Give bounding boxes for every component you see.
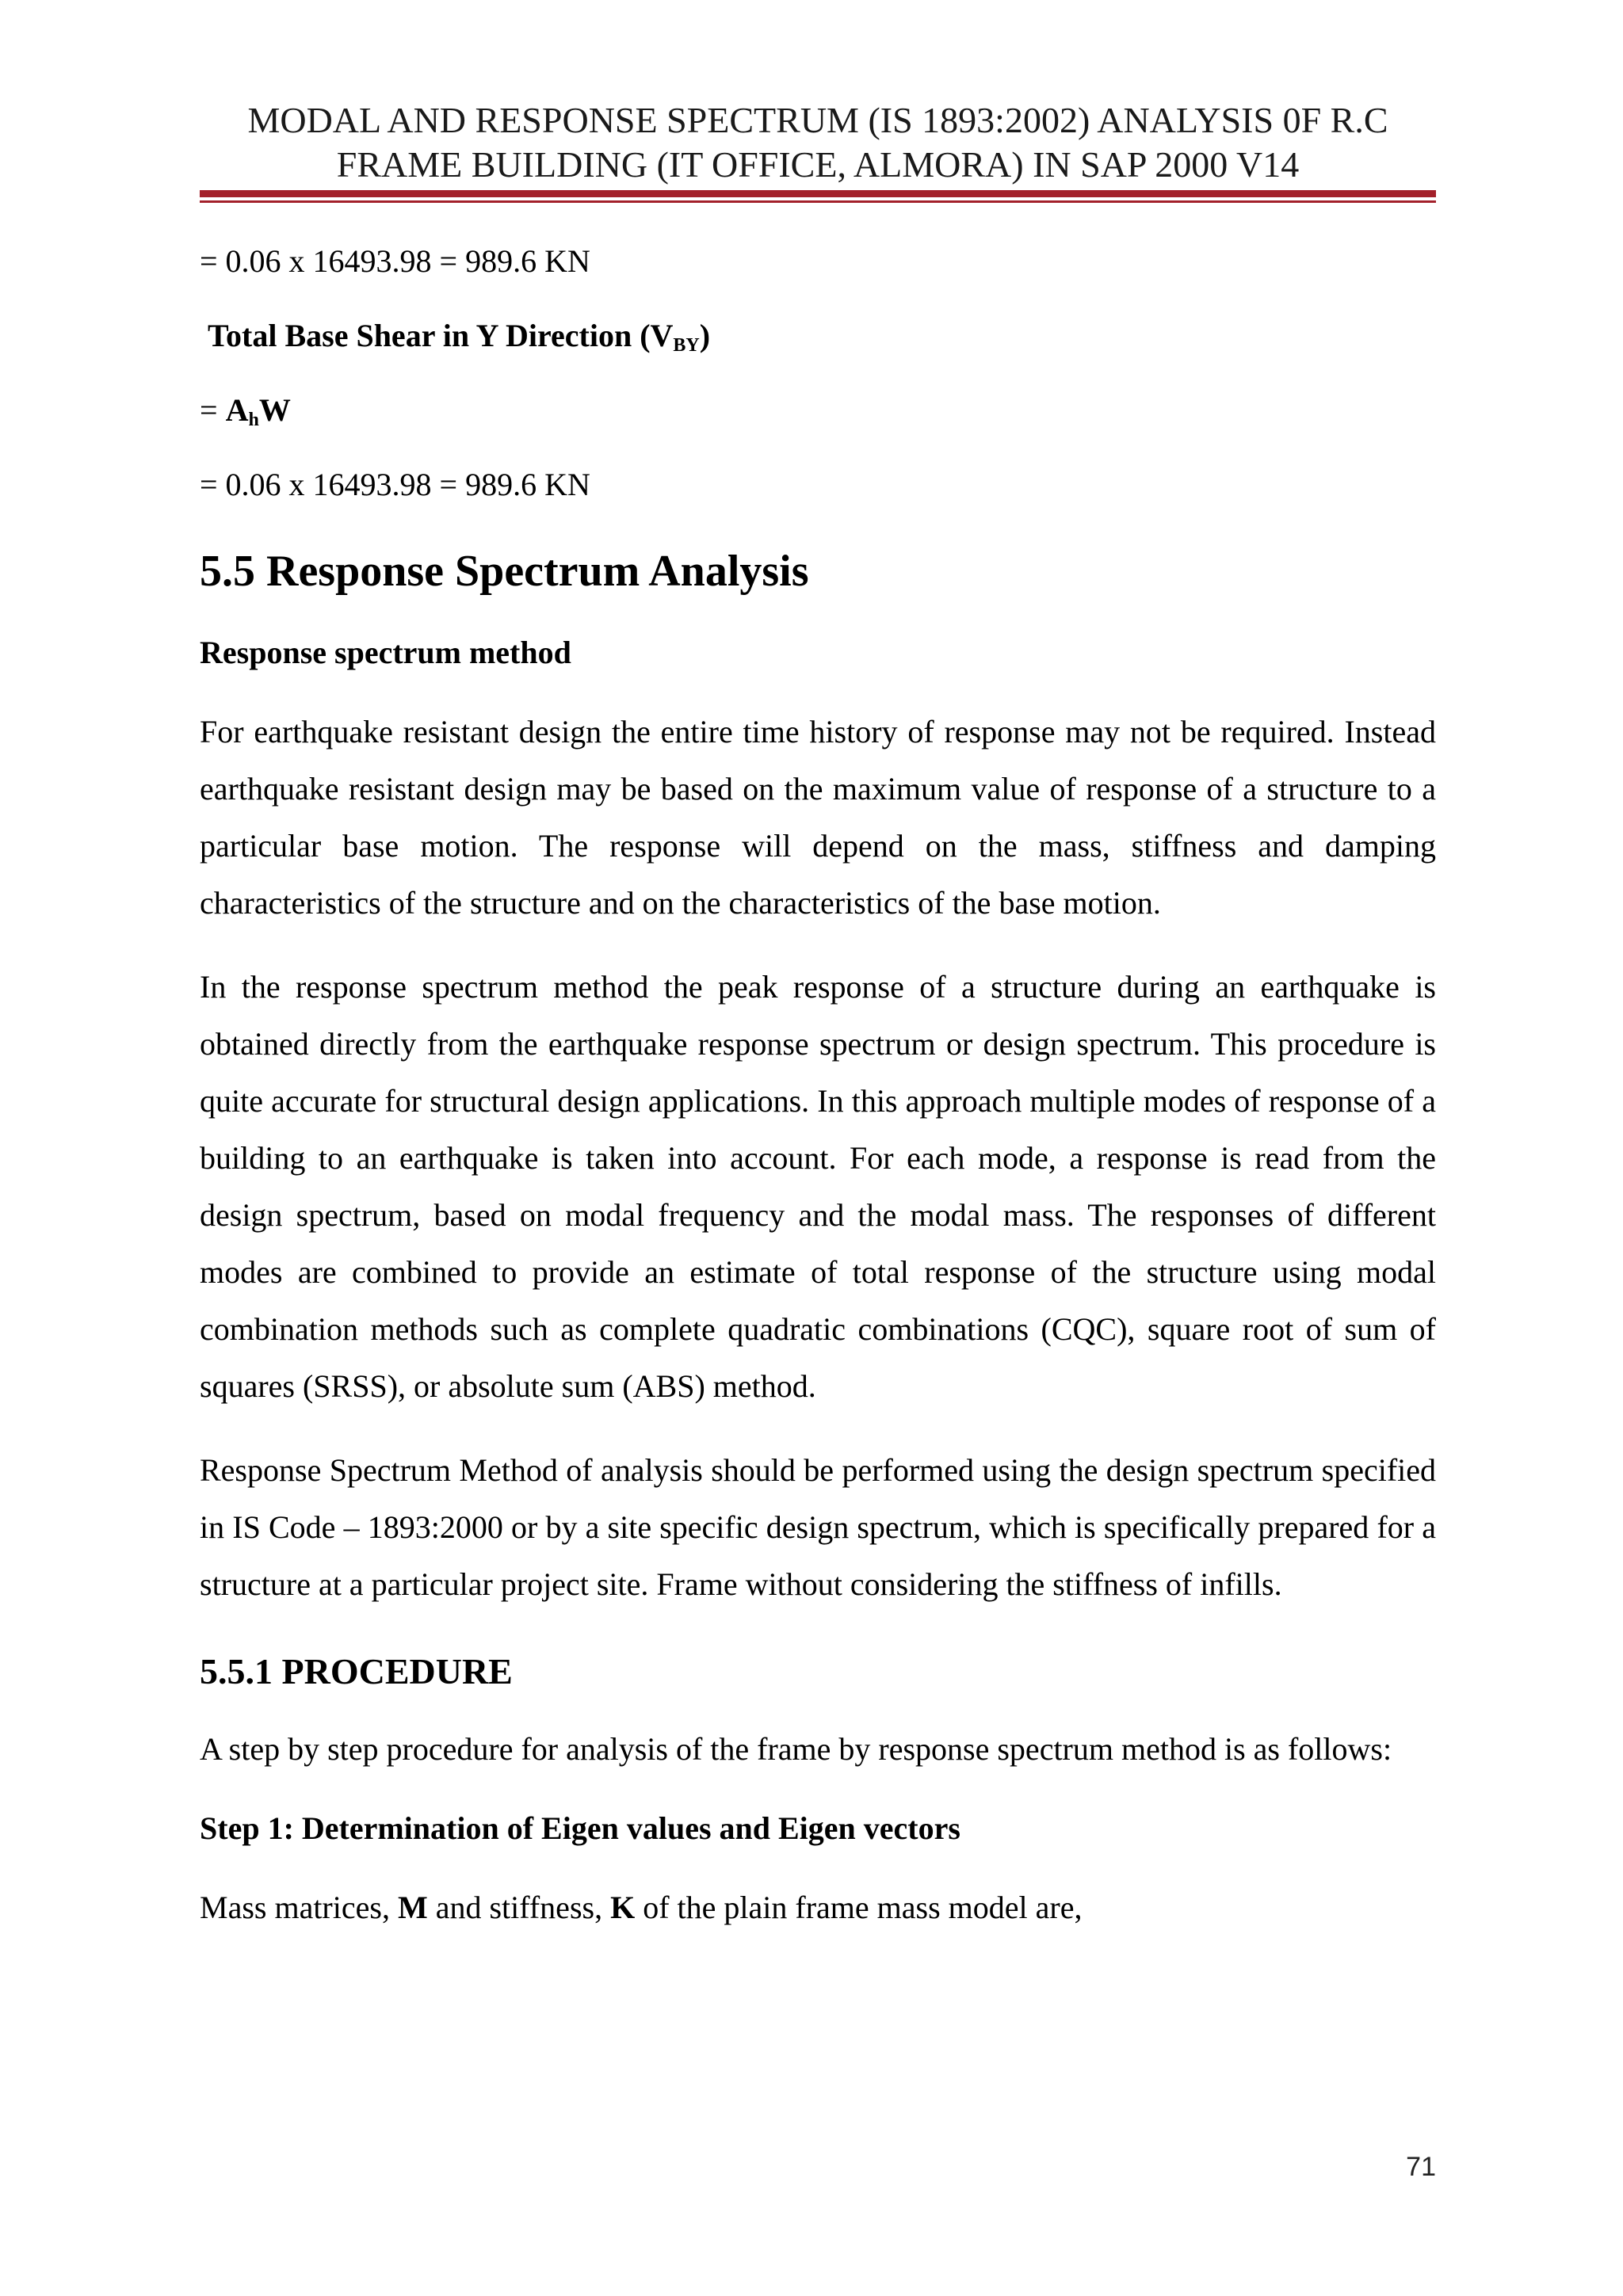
formula-prefix: = bbox=[200, 392, 226, 428]
y-direction-result: = 0.06 x 16493.98 = 989.6 KN bbox=[200, 467, 590, 502]
formula-w: W bbox=[258, 392, 291, 428]
paragraph-1: For earthquake resistant design the entire time history of response may not be required. Instead earthquake resistant design may be based on the maximum value of response of a structure to a particular base motion. The response will depend on the mass, stiffness and damping characteristics of the structure and on the characteristics of the base motion. bbox=[200, 714, 1436, 921]
stiffness-symbol-k: K bbox=[610, 1890, 636, 1925]
mass-text-2: and stiffness, bbox=[427, 1890, 611, 1925]
mass-text-3: of the plain frame mass model are, bbox=[635, 1890, 1083, 1925]
base-shear-y-close: ) bbox=[699, 318, 711, 353]
formula-subscript: h bbox=[248, 410, 259, 430]
header-rule-thick bbox=[200, 190, 1436, 197]
base-shear-y-heading bbox=[200, 312, 1436, 360]
x-direction-result: = 0.06 x 16493.98 = 989.6 KN bbox=[200, 243, 590, 279]
running-header bbox=[200, 98, 1436, 187]
page-number: 71 bbox=[1406, 2152, 1436, 2182]
formula-a: A bbox=[225, 392, 249, 428]
page-content bbox=[200, 238, 1436, 1963]
paragraph-2: In the response spectrum method the peak response of a structure during an earthquake is obtained directly from the earthquake response spectrum or design spectrum. This procedure is quite accurate for structural design applications. In this approach multiple modes of response of a building to an earthquake is taken into account. For each mode, a response is read from the design spectrum, based on modal frequency and the modal mass. The responses of different modes are combined to provide an estimate of total response of the structure using modal combination methods such as complete quadratic combinations (CQC), square root of sum of squares (SRSS), or absolute sum (ABS) method. bbox=[200, 969, 1436, 1404]
paragraph-3: Response Spectrum Method of analysis should be performed using the design spectrum specified in IS Code – 1893:2000 or by a site specific design spectrum, which is specifically prepared for a structure at a particular project site. Frame without considering the stiffness of infills. bbox=[200, 1452, 1436, 1602]
base-shear-y-label: Total Base Shear in Y Direction (V bbox=[208, 318, 674, 353]
step-1-title: Step 1: Determination of Eigen values and Eigen vectors bbox=[200, 1810, 960, 1846]
mass-symbol-m: M bbox=[397, 1890, 428, 1925]
mass-matrices-line bbox=[200, 1879, 1436, 1936]
section-title: 5.5 Response Spectrum Analysis bbox=[200, 547, 809, 596]
header-line-1: MODAL AND RESPONSE SPECTRUM (IS 1893:2002) ANALYSIS 0F R.C bbox=[247, 100, 1388, 140]
paragraph-4: A step by step procedure for analysis of the frame by response spectrum method is as follows: bbox=[200, 1731, 1392, 1767]
header-line-2: FRAME BUILDING (IT OFFICE, ALMORA) IN SAP 2000 V14 bbox=[336, 144, 1300, 185]
header-rule-thin bbox=[200, 200, 1436, 203]
base-shear-y-subscript: BY bbox=[673, 335, 700, 356]
procedure-title: 5.5.1 PROCEDURE bbox=[200, 1651, 513, 1691]
mass-text-1: Mass matrices, bbox=[200, 1890, 398, 1925]
base-shear-formula bbox=[200, 387, 1436, 434]
subsection-title: Response spectrum method bbox=[200, 635, 571, 670]
